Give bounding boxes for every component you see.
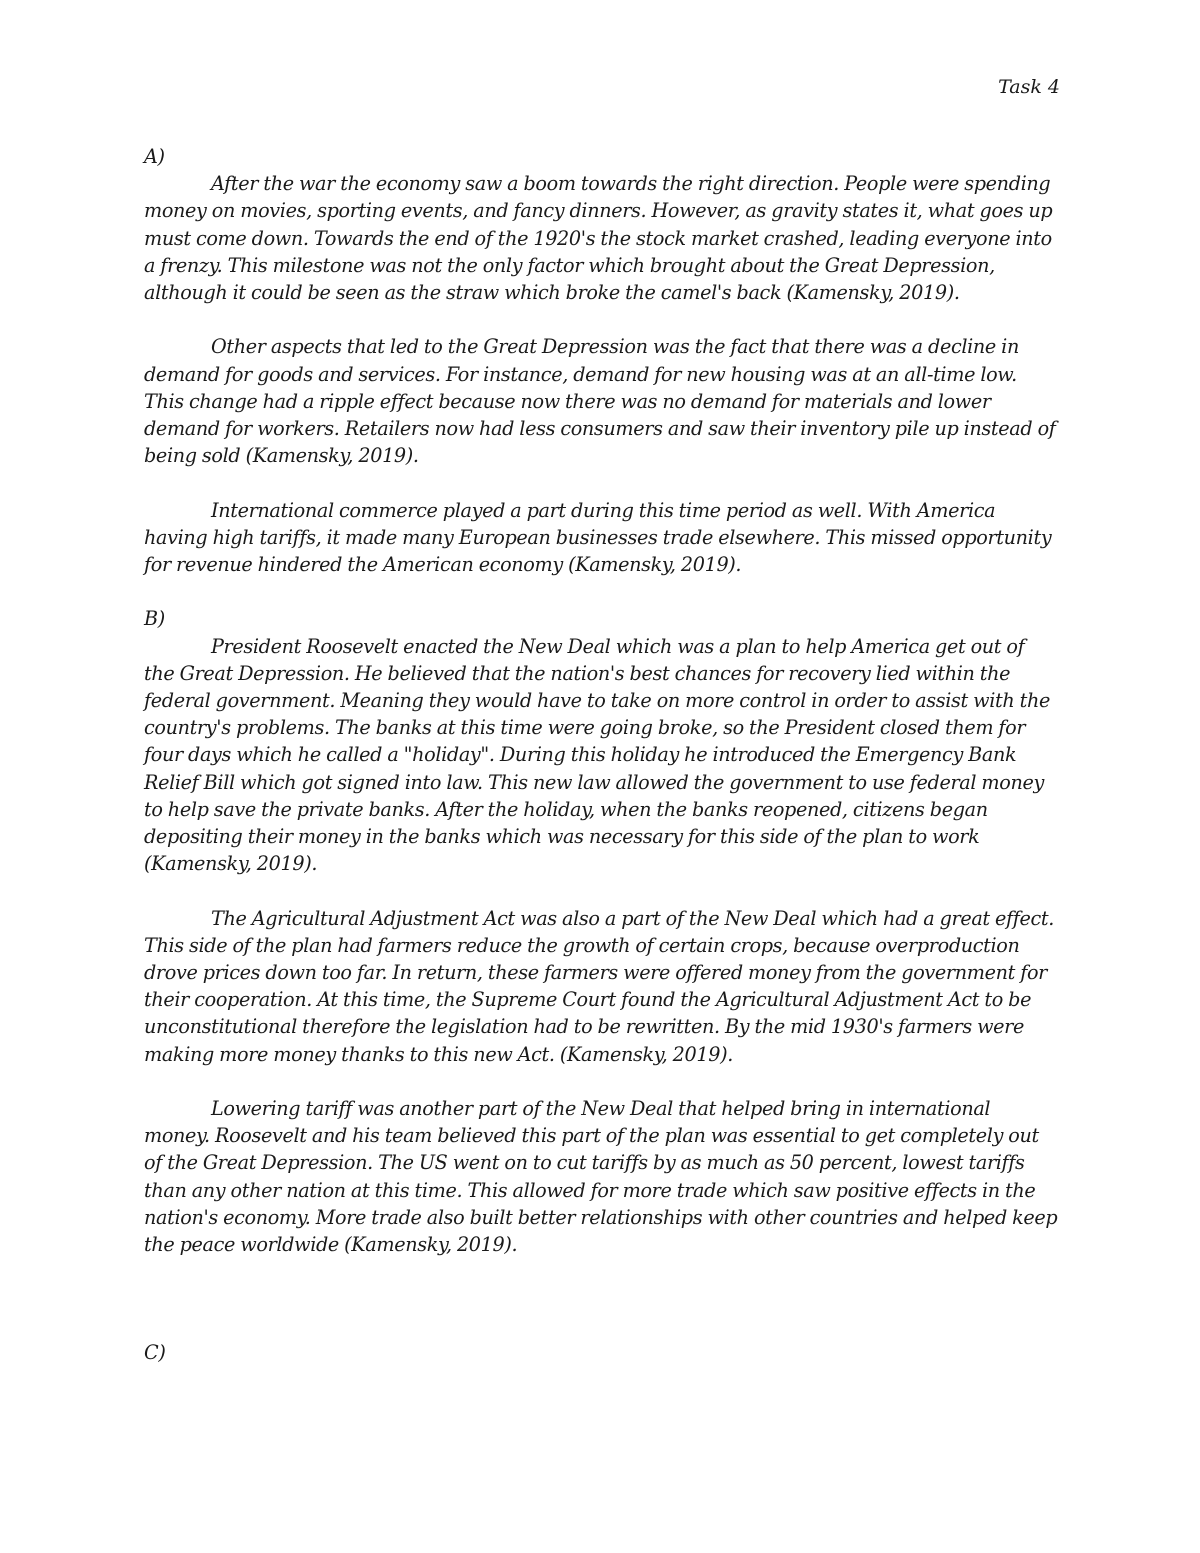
section-b-paragraph-3: Lowering tariff was another part of the New Deal that helped bring in international money. Roosevelt and his team believed this part of the plan was essential to get completely out of the Great Depression. The US went on to cut tariffs by as much as 50 percent, lowest tariffs than any other nation at this time. This allowed for more trade which saw positive effects in the nation's economy. More trade also built better relationships with other countries and helped keep the peace worldwide (Kamensky, 2019). <box>144 1097 1058 1257</box>
document-body <box>144 143 1059 1366</box>
section-b-paragraph-2: The Agricultural Adjustment Act was also a part of the New Deal which had a great effect. This side of the plan had farmers reduce the growth of certain crops, because overproduction drove prices down too far. In return, these farmers were offered money from the government for their cooperation. At this time, the Supreme Court found the Agricultural Adjustment Act to be unconstitutional therefore the legislation had to be rewritten. By the mid 1930's farmers were making more money thanks to this new Act. (Kamensky, 2019). <box>144 906 1055 1066</box>
section-b-label: B) <box>144 607 165 631</box>
section-a-label: A) <box>144 145 165 168</box>
section-a-paragraph-1: After the war the economy saw a boom towards the right direction. People were spending money on movies, sporting events, and fancy dinners. However, as gravity states it, what goes up must come down. Towards the end of the 1920's the stock market crashed, leading everyone into a frenzy. This milestone was not the only factor which brought about the Great Depression, although it could be seen as the straw which broke the camel's back (Kamensky, 2019). <box>144 172 1053 305</box>
section-a-paragraph-2: Other aspects that led to the Great Depression was the fact that there was a decline in demand for goods and services. For instance, demand for new housing was at an all-time low. This change had a ripple effect because now there was no demand for materials and lower demand for workers. Retailers now had less consumers and saw their inventory pile up instead of being sold (Kamensky, 2019). <box>144 335 1056 468</box>
section-a-paragraph-3: International commerce played a part during this time period as well. With America having high tariffs, it made many European businesses trade elsewhere. This missed opportunity for revenue hindered the American economy (Kamensky, 2019). <box>144 498 1052 577</box>
section-c-label: C) <box>144 1341 166 1365</box>
section-b-paragraph-1: President Roosevelt enacted the New Deal which was a plan to help America get out of the Great Depression. He believed that the nation's best chances for recovery lied within the federal government. Meaning they would have to take on more control in order to assist with the country's problems. The banks at this time were going broke, so the President closed them for four days which he called a "holiday". During this holiday he introduced the Emergency Bank Relief Bill which got signed into law. This new law allowed the government to use federal money to help save the private banks. After the holiday, when the banks reopened, citizens began depositing their money in the banks which was necessary for this side of the plan to work (Kamensky, 2019). <box>144 634 1051 876</box>
page-header-label: Task 4 <box>998 76 1060 98</box>
